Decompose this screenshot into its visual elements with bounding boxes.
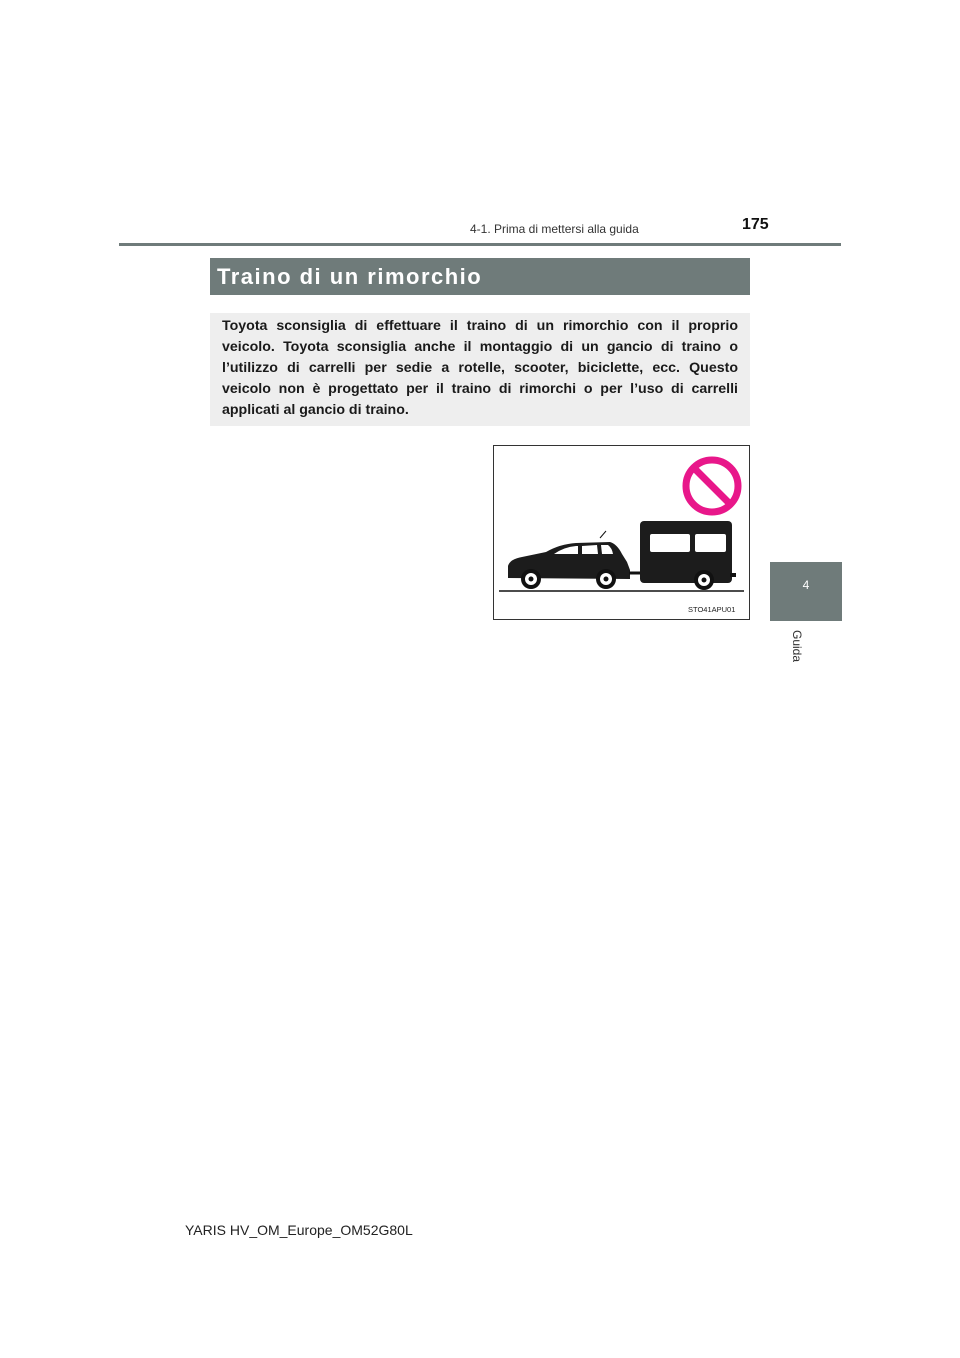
car-icon — [508, 531, 630, 589]
header-section: 4-1. Prima di mettersi alla guida — [470, 222, 639, 236]
section-title: Traino di un rimorchio — [210, 258, 750, 295]
header-divider — [119, 243, 841, 246]
page-number: 175 — [742, 216, 769, 233]
page-header — [0, 0, 960, 250]
intro-text: Toyota sconsiglia di effettuare il traino di un rimorchio con il proprio veicolo. Toyota sconsiglia anche il montaggio di un gancio di traino o l’utilizzo di carrelli per sedie a rotelle, scooter, biciclette, ecc. Questo veicolo non è progettato per il traino di rimorchi o per l’uso di carrelli applicati al gancio di traino. — [222, 318, 738, 418]
trailer-icon — [640, 521, 736, 590]
figure-code: STO41APU01 — [688, 605, 736, 614]
illustration-graphic — [494, 446, 749, 619]
chapter-label: Guida — [790, 630, 804, 663]
chapter-number: 4 — [802, 578, 810, 592]
intro-box — [210, 313, 750, 426]
prohibition-icon — [686, 460, 738, 512]
chapter-tab — [770, 562, 842, 621]
towing-illustration — [493, 445, 750, 620]
footer-document-code: YARIS HV_OM_Europe_OM52G80L — [185, 1222, 413, 1238]
